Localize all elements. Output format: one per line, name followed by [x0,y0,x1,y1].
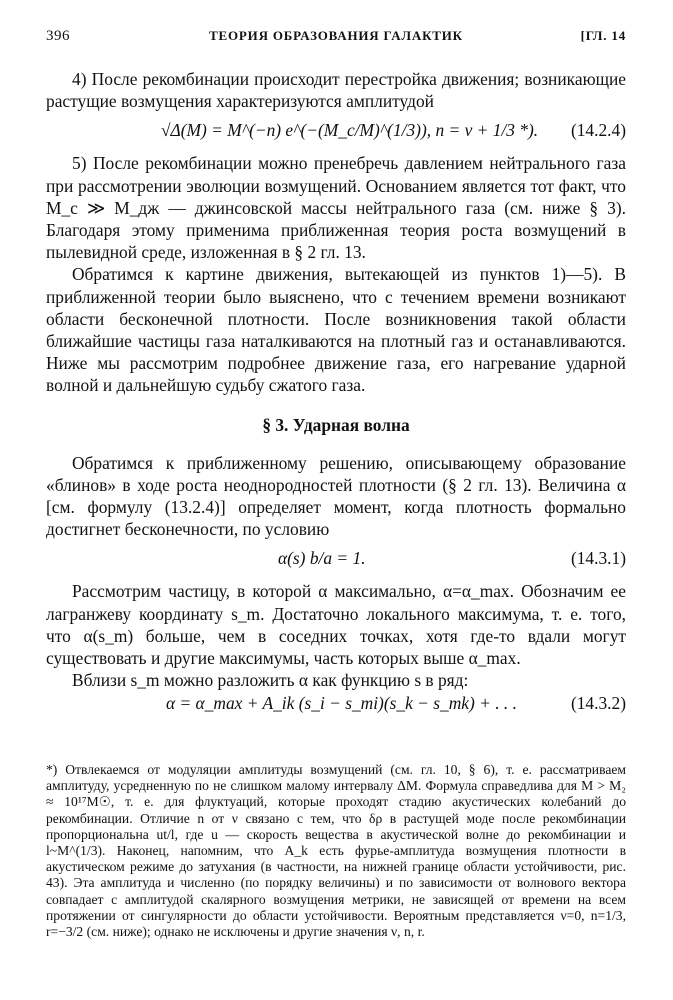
running-title: ТЕОРИЯ ОБРАЗОВАНИЯ ГАЛАКТИК [209,28,463,43]
main-text [46,68,626,721]
section-title: § 3. Ударная волна [262,414,410,435]
equation-formula: √Δ(M) = M^(−n) e^(−(M_c/M)^(1/3)), n = ν + 1/3 *). [161,120,539,141]
paragraph-expansion: Вблизи s_m можно разложить α как функцию s в ряд: [72,670,469,691]
equation-14-3-1 [46,540,626,580]
page-header [46,28,626,48]
footnote-block [46,762,626,940]
footnote: *) Отвлекаемся от модуляции амплитуды возмущений (см. гл. 10, § 6), т. е. рассматриваем амплитуду, усредненную по не слишком малому интервалу ΔM. Формула справедлива для M > M₂ ≈ 10¹⁷M☉, т. е. для флуктуаций, которые проходят стадию акустических колебаний до рекомбинации. Отличие n от ν связано с тем, что δρ в растущей моде после рекомбинации пропорциональна ut/l, где u — скорость вещества в акустической волне до рекомбинации и l~M^(1/3). Наконец, напомним, что A_k есть фурье-амплитуда возмущения плотности в акустическом режиме до затухания (в частности, на нижней границе области устойчивости, рис. 43). Эта амплитуда и численно (по порядку величины) и по зависимости от волнового вектора совпадает с амплитудой скалярного возмущения метрики, не зависящей от времени на всем протяжении от сингулярности до области устойчивости. Вероятным представляется ν=0, n=1/3, r=−3/2 (см. ниже); однако не исключены и другие значения ν, n, r. [46,762,626,940]
paragraph-item-5: 5) После рекомбинации можно пренебречь давлением нейтрального газа при рассмотрении эволюции возмущений. Основанием является тот факт, что M_c ≫ M_дж — джинсовской массы нейтрального газа (см. ниже § 3). Благодаря этому применима приближенная теория роста возмущений в пылевидной среде, изложенная в § 2 гл. 13. [46,153,626,263]
chapter-label: [ГЛ. 14 [580,28,626,43]
equation-number: (14.3.1) [570,548,626,569]
paragraph-pancakes: Обратимся к приближенному решению, описывающему образование «блинов» в ходе роста неоднородностей плотности (§ 2 гл. 13). Величина α [см. формулу (13.2.4)] определяет момент, когда плотность формально достигнет бесконечности, по условию [46,452,626,540]
equation-14-3-2 [46,691,626,721]
paragraph-motion-picture: Обратимся к картине движения, вытекающей из пунктов 1)—5). В приближенной теории было выяснено, что с течением времени возникают области бесконечной плотности. После возникновения такой области ближайшие частицы газа наталкиваются на плотный газ и останавливаются. Ниже мы рассмотрим подробнее движение газа, его нагревание ударной волной и дальнейшую судьбу сжатого газа. [46,264,626,396]
equation-number: (14.2.4) [570,120,626,141]
equation-14-2-4 [46,112,626,152]
equation-formula: α(s) b/a = 1. [278,548,366,569]
equation-number: (14.3.2) [570,693,626,714]
paragraph-particle-max: Рассмотрим частицу, в которой α максимально, α=α_max. Обозначим ее лагранжеву координату s_m. Достаточно локального максимума, т. е. того, что α(s_m) больше, чем в соседних точках, хотя где-то вдали могут существовать и другие максимумы, часть которых выше α_max. [46,581,626,669]
paragraph-item-4: 4) После рекомбинации происходит перестройка движения; возникающие растущие возмущения характеризуются амплитудой [46,69,626,112]
equation-formula: α = α_max + A_ik (s_i − s_mi)(s_k − s_mk) + . . . [166,693,517,714]
page-number: 396 [46,28,70,44]
